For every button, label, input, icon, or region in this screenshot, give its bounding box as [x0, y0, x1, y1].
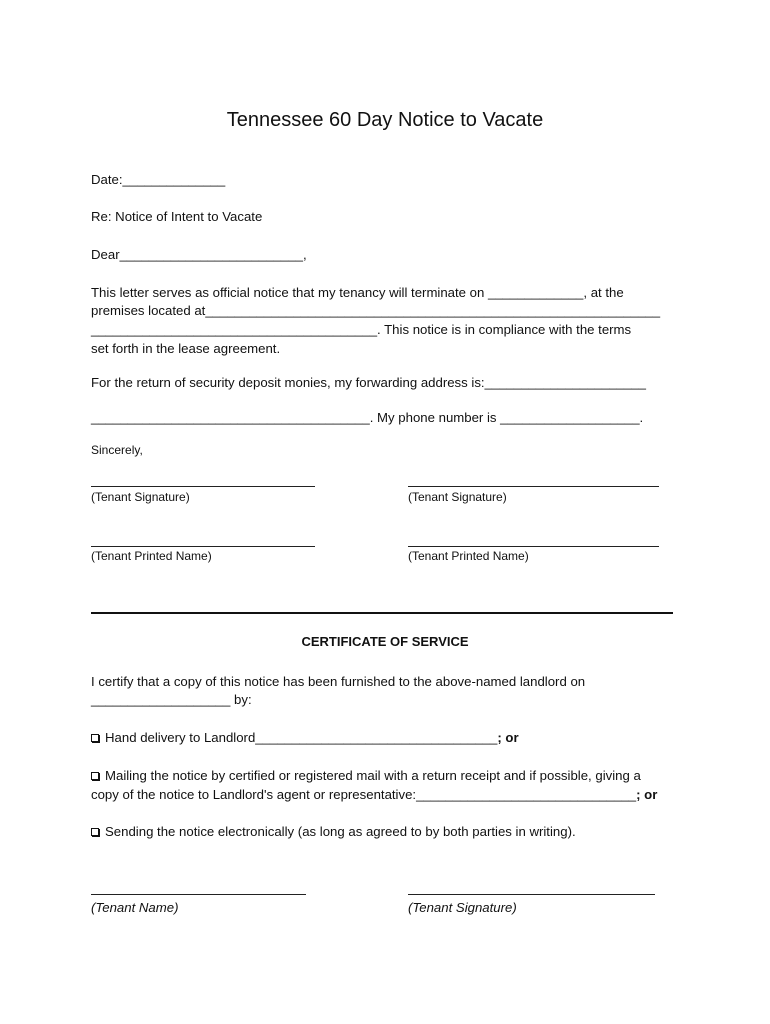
- certificate-intro-line-1: I certify that a copy of this notice has been furnished to the above-named landlord on: [91, 674, 586, 689]
- forwarding-line-2: ______________________________________. My phone number is ___________________.: [91, 410, 644, 425]
- option-mail-or: ; or: [636, 787, 658, 802]
- checkbox-icon: [91, 734, 99, 742]
- option-mail-line-2: [91, 785, 657, 804]
- option-mail-text-2: copy of the notice to Landlord's agent or representative:______________________________: [91, 787, 637, 802]
- option-electronic-text: Sending the notice electronically (as long as agreed to by both parties in writing).: [105, 824, 576, 839]
- tenant-printed-line-right: [408, 546, 659, 547]
- tenant-name-label: (Tenant Name): [91, 900, 179, 915]
- section-divider: [91, 612, 673, 614]
- option-hand-delivery: [91, 728, 519, 747]
- tenant-printed-line-left: [91, 546, 315, 547]
- termination-line-3: _______________________________________. This notice is in compliance with the terms: [91, 322, 632, 337]
- option-hand-or: ; or: [497, 730, 519, 745]
- checkbox-icon: [91, 772, 99, 780]
- tenant-signature-line-left: [91, 486, 315, 487]
- tenant-printed-label-right: (Tenant Printed Name): [408, 549, 529, 563]
- tenant-signature-line-right: [408, 486, 659, 487]
- tenant-signature-label-right: (Tenant Signature): [408, 490, 507, 504]
- termination-line-2: premises located at______________________________________________________________: [91, 303, 661, 318]
- certificate-signature-line: [408, 894, 655, 895]
- re-line: Re: Notice of Intent to Vacate: [91, 209, 263, 224]
- tenant-printed-label-left: (Tenant Printed Name): [91, 549, 212, 563]
- termination-line-1: This letter serves as official notice that my tenancy will terminate on _____________, at the: [91, 285, 624, 300]
- salutation-line: Dear_________________________,: [91, 247, 307, 262]
- option-hand-text: Hand delivery to Landlord_________________________________: [105, 730, 498, 745]
- option-electronic: [91, 822, 576, 841]
- certificate-signature-label: (Tenant Signature): [408, 900, 517, 915]
- certificate-intro-line-2: ___________________ by:: [91, 692, 252, 707]
- forwarding-line-1: For the return of security deposit monies, my forwarding address is:______________________: [91, 375, 646, 390]
- termination-line-4: set forth in the lease agreement.: [91, 341, 281, 356]
- tenant-signature-label-left: (Tenant Signature): [91, 490, 190, 504]
- option-mail-line-1: [91, 766, 641, 785]
- option-mail-text-1: Mailing the notice by certified or registered mail with a return receipt and if possible, giving a: [105, 768, 641, 783]
- certificate-heading: CERTIFICATE OF SERVICE: [301, 634, 469, 649]
- closing-text: Sincerely,: [91, 443, 143, 457]
- checkbox-icon: [91, 828, 99, 836]
- tenant-name-line: [91, 894, 306, 895]
- document-title: Tennessee 60 Day Notice to Vacate: [226, 109, 544, 131]
- date-line: Date:______________: [91, 172, 226, 187]
